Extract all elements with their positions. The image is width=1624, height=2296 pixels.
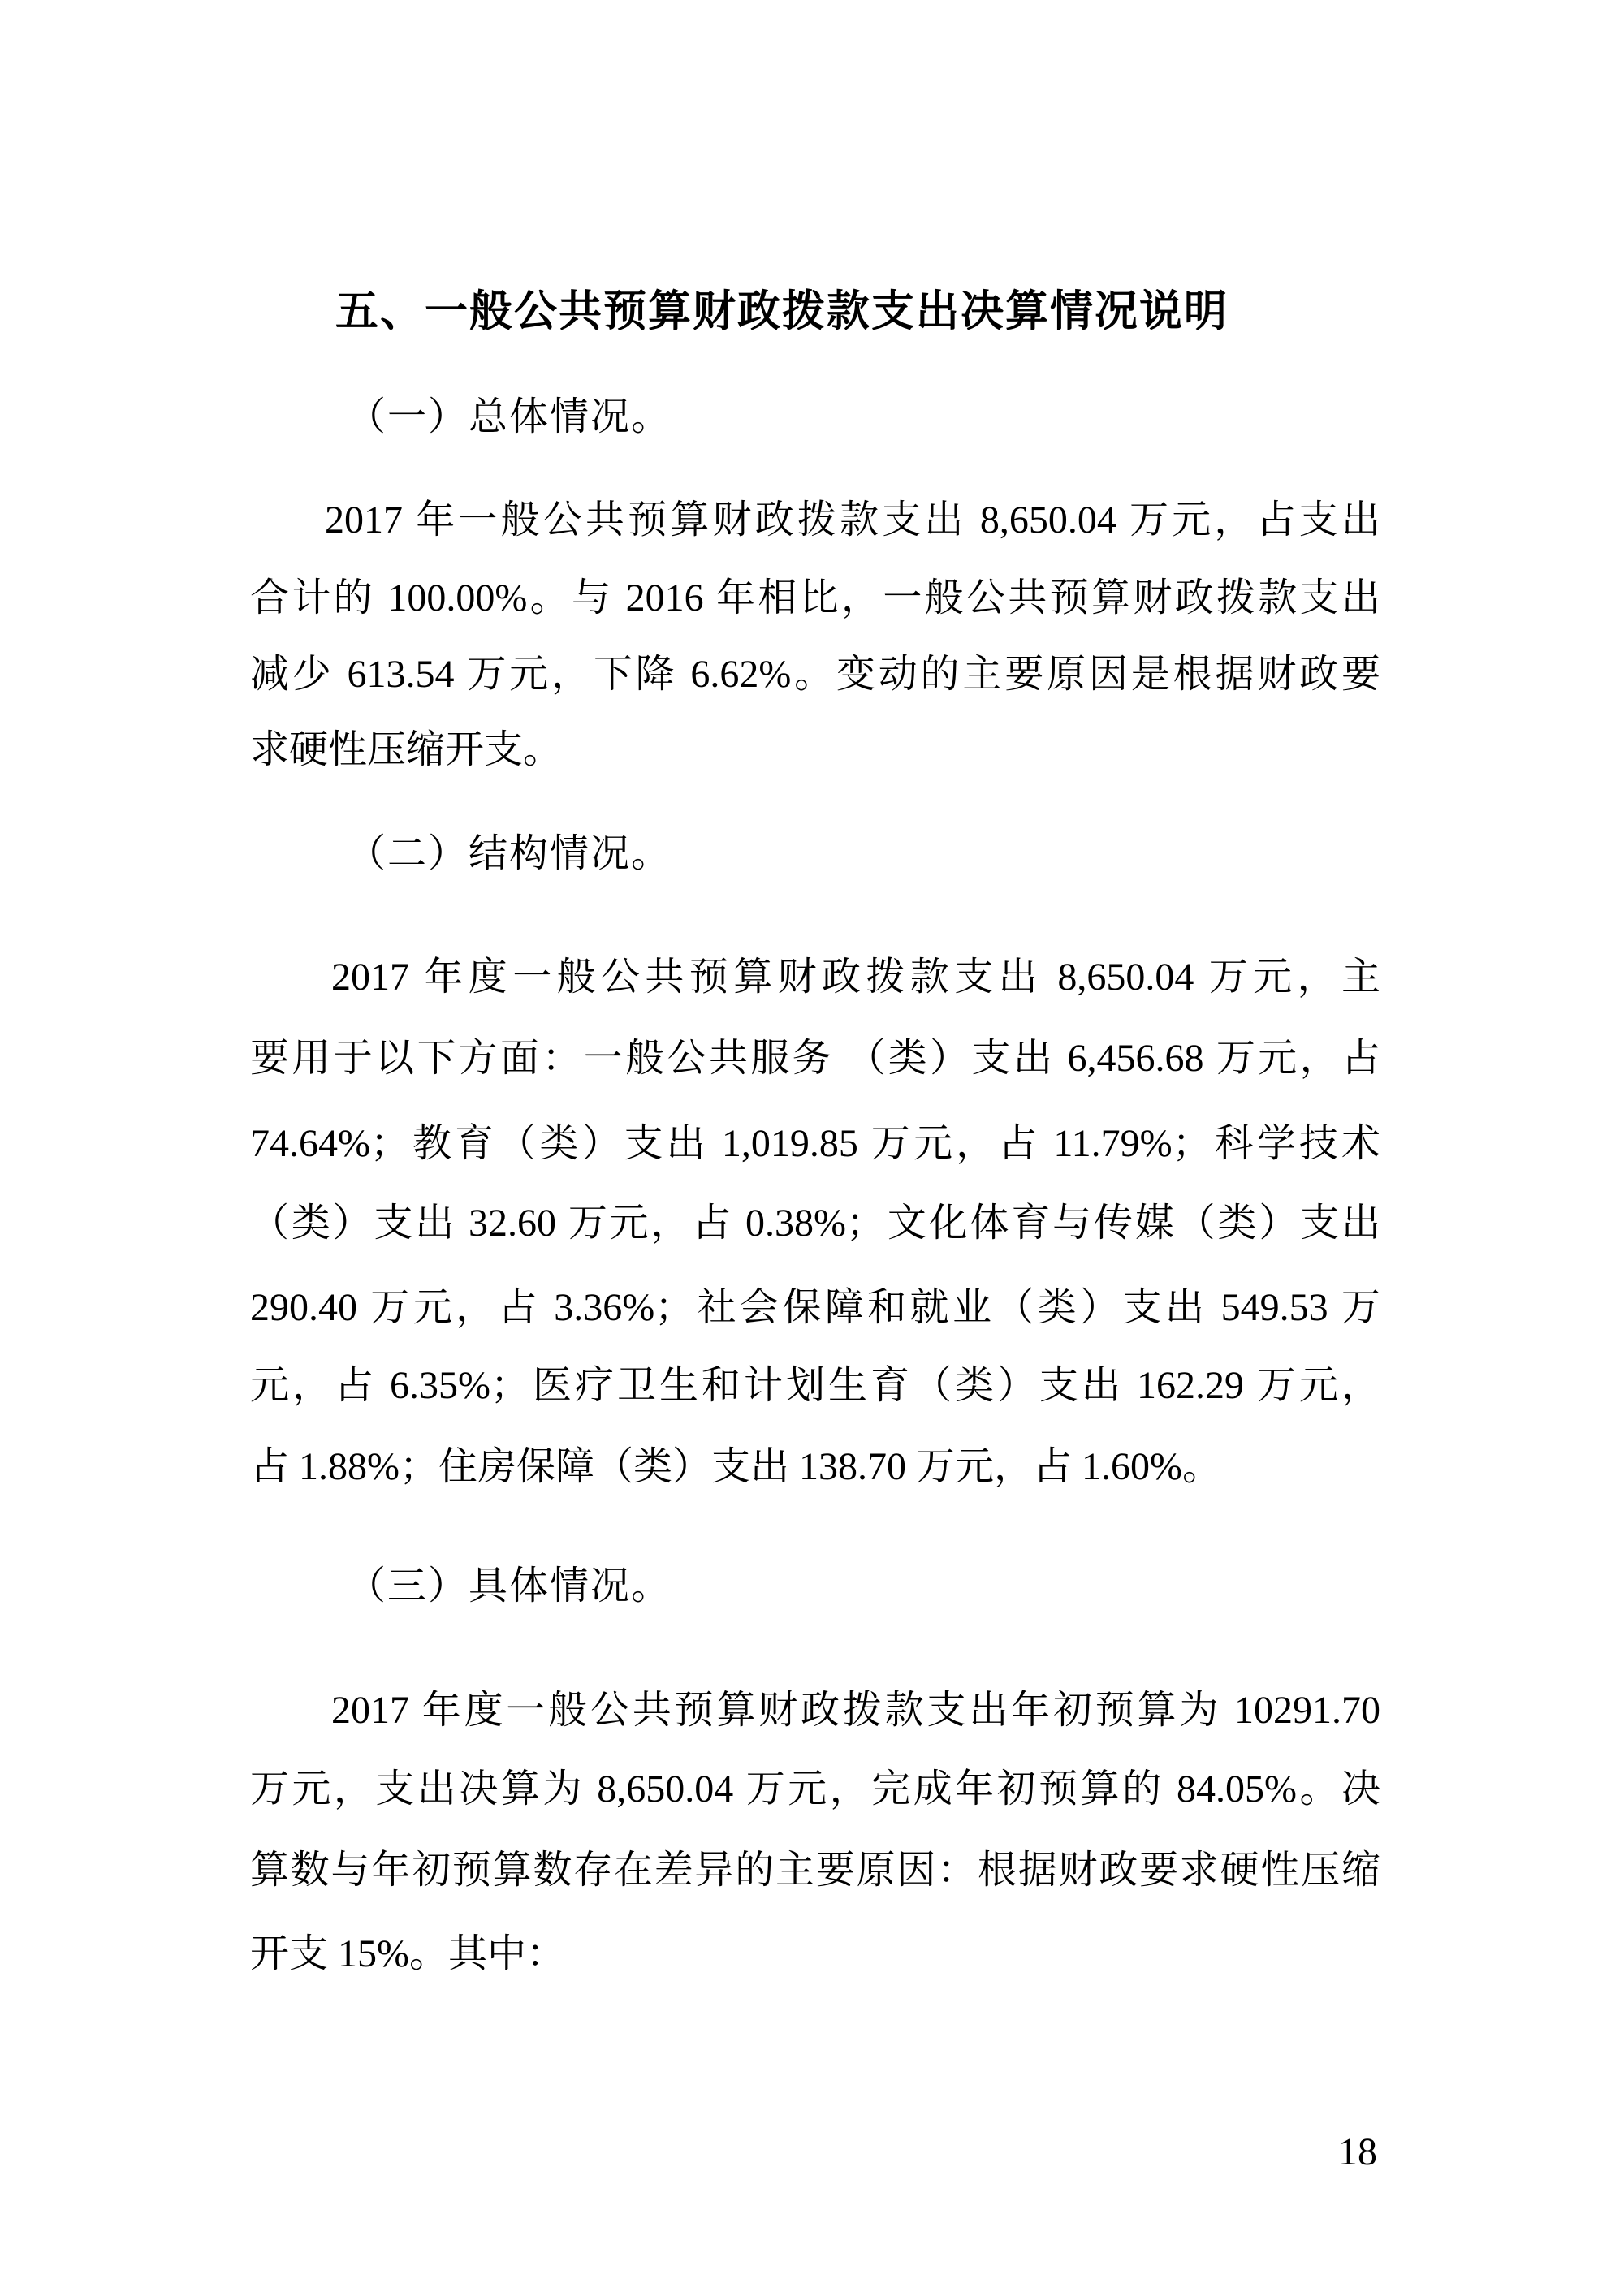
section-heading-main: 五、一般公共预算财政拨款支出决算情况说明 [335, 287, 1229, 335]
paragraph-line: 2017 年一般公共预算财政拨款支出 8,650.04 万元，占支出 [325, 498, 1380, 542]
paragraph-line: 74.64%；教育（类）支出 1,019.85 万元，占 11.79%；科学技术 [250, 1122, 1380, 1165]
paragraph-line: 占 1.88%；住房保障（类）支出 138.70 万元，占 1.60%。 [250, 1445, 1221, 1488]
paragraph-line: （类）支出 32.60 万元，占 0.38%；文化体育与传媒（类）支出 [250, 1202, 1380, 1245]
paragraph-line: 算数与年初预算数存在差异的主要原因：根据财政要求硬性压缩 [250, 1849, 1380, 1892]
subsection-label-3: （三）具体情况。 [347, 1564, 672, 1608]
paragraph-line: 要用于以下方面：一般公共服务 （类）支出 6,456.68 万元，占 [250, 1037, 1380, 1080]
paragraph-line: 290.40 万元，占 3.36%；社会保障和就业（类）支出 549.53 万 [250, 1286, 1380, 1329]
paragraph-line: 2017 年度一般公共预算财政拨款支出年初预算为 10291.70 [331, 1689, 1380, 1732]
paragraph-line: 求硬性压缩开支。 [250, 728, 563, 771]
subsection-label-1: （一）总体情况。 [347, 395, 672, 438]
paragraph-line: 开支 15%。其中： [250, 1932, 565, 1975]
paragraph-line: 合计的 100.00%。与 2016 年相比，一般公共预算财政拨款支出 [250, 576, 1380, 619]
subsection-label-2: （二）结构情况。 [347, 832, 672, 875]
paragraph-line: 2017 年度一般公共预算财政拨款支出 8,650.04 万元，主 [331, 956, 1380, 999]
paragraph-line: 元，占 6.35%；医疗卫生和计划生育（类）支出 162.29 万元， [250, 1364, 1380, 1407]
paragraph-line: 万元，支出决算为 8,650.04 万元，完成年初预算的 84.05%。决 [250, 1767, 1380, 1810]
paragraph-line: 减少 613.54 万元，下降 6.62%。变动的主要原因是根据财政要 [250, 653, 1380, 696]
page-number: 18 [1338, 2130, 1377, 2173]
